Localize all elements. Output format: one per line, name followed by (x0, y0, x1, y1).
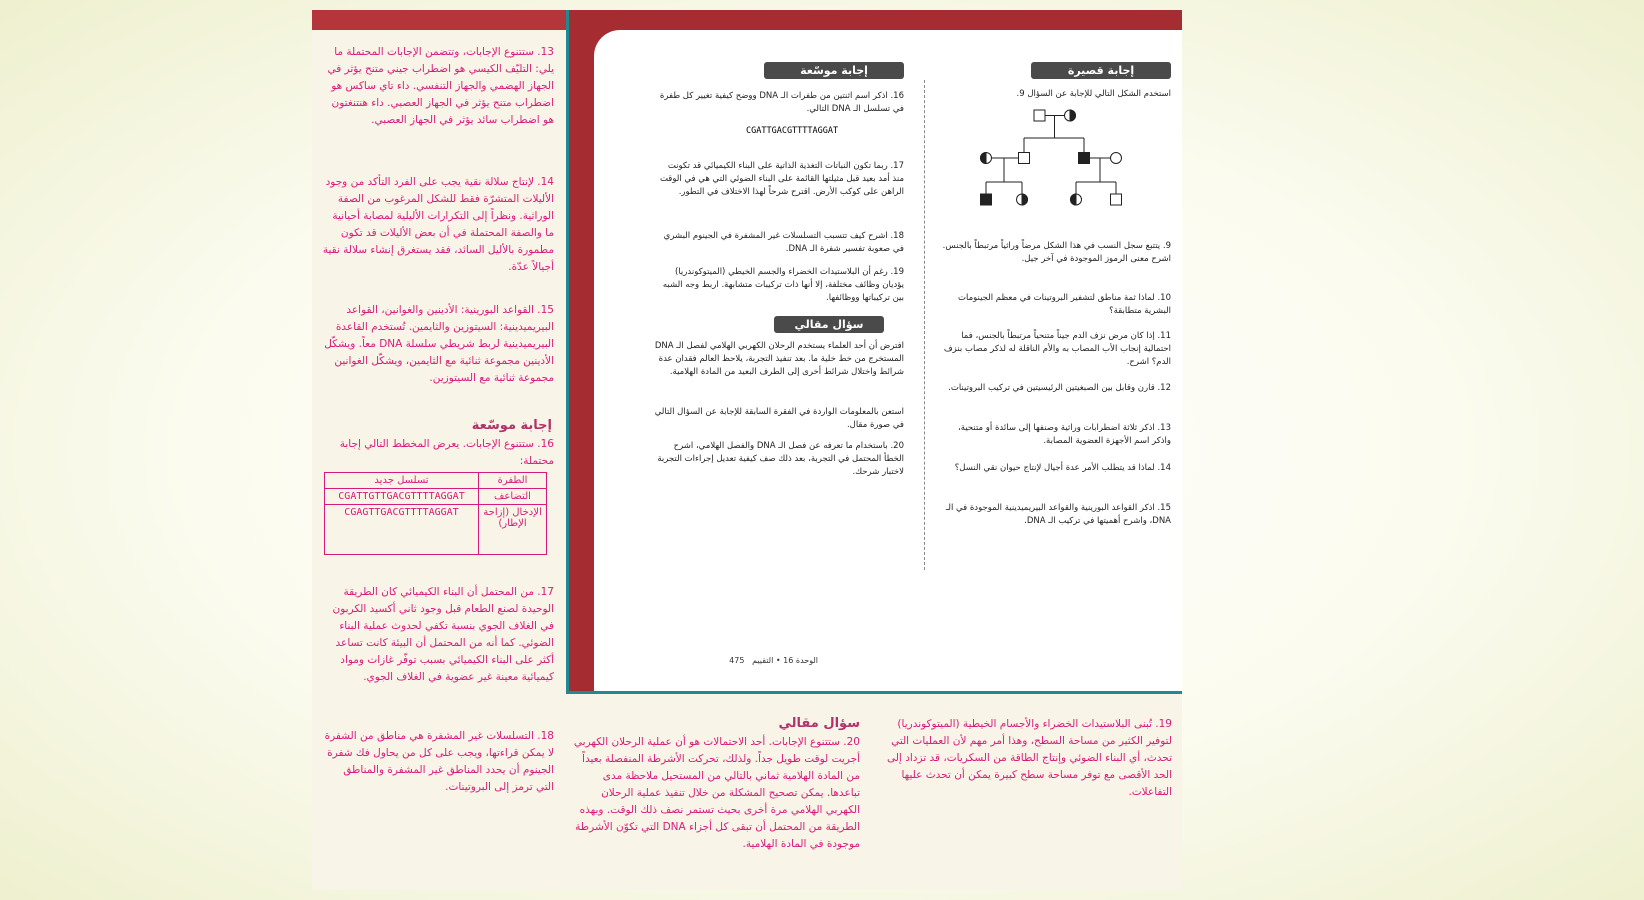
pedigree-intro: استخدم الشكل التالي للإجابة عن السؤال 9. (1016, 89, 1171, 99)
table-cell-sequence: CGAGTTGACGTTTTAGGAT (325, 505, 479, 555)
table-cell-mutation: التضاعف (479, 489, 547, 505)
question-19: 19. رغم أن البلاستيدات الخضراء والجسم الخيطي (الميتوكوندريا) يؤديان وظائف مختلفة، إلا أنها ذات تركيبات متشابهة. اربط وجه الشبه بين تركيباتها ووظائفها. (662, 267, 904, 303)
answer-13: 13. ستتنوع الإجابات، وتتضمن الإجابات المحتملة ما يلي: التليّف الكيسي هو اضطراب جيني متنح يؤثر في الجهاز الهضمي والجهاز التنفسي. داء تاي ساكس هو اضطراب متنح يؤثر في الجهاز العصبي. داء هنتنغتون هو اضطراب سائد يؤثر في الجهاز العصبي. (327, 46, 554, 126)
page-footer-text: الوحدة 16 • التقييم (752, 656, 818, 665)
question-11: 11. إذا كان مرض نزف الدم جيناً متنحياً مرتبطاً بالجنس، فما احتمالية إنجاب الأب المصاب به والأم الناقلة له لذكر مصاب بنزف الدم؟ اشرح. (943, 331, 1171, 367)
page-footer (618, 656, 818, 665)
essay-heading: سؤال مقالي (774, 316, 884, 333)
answer-15: 15. القواعد البورينية: الأدينين والغوانين، القواعد البيريميدينية: السيتوزين والثايمين. تُستخدم القاعدة البيريميدينية لربط شريطي سلسلة DNA معاً. ويشكّل الأدينين مجموعة ثنائية مع الثايمين، ويشكّل الغوانين مجموعة ثنائية مع السيتوزين. (324, 304, 554, 384)
answer-19: 19. تُبنى البلاستيدات الخضراء والأجسام الخيطية (الميتوكوندريا) لتوفير الكثير من مساحة السطح، وهذا أمر مهم لأن العمليات التي تحدث، أي البناء الضوئي وإنتاج الطاقة من السكريات، قد تزداد إلى الحد الأقصى مع توفر مساحة سطح كبيرة يمكن أن تحدث عليها التفاعلات. (886, 718, 1172, 798)
extended-answer-heading: إجابة موسّعة (764, 62, 904, 79)
dna-sequence: CGATTGACGTTTTAGGAT (746, 126, 839, 136)
question-20: 20. باستخدام ما تعرفه عن فصل الـ DNA والفصل الهلامي، اشرح الخطأ المحتمل في التجربة، بعد ذلك صف كيفية تعديل إجراءات التجربة لاختبار شرحك. (657, 441, 904, 477)
answer-16: 16. ستتنوع الإجابات. يعرض المخطط التالي إجابة محتملة: (339, 438, 554, 467)
page-number: 475 (729, 656, 745, 665)
table-cell-sequence: CGATTGTTGACGTTTTAGGAT (325, 489, 479, 505)
table-cell-mutation: الإدخال (إزاحة الإطار) (479, 505, 547, 555)
question-13: 13. اذكر ثلاثة اضطرابات وراثية وصنفها إلى سائدة أو متنحية، واذكر اسم الأجهزة العضوية المصابة. (958, 423, 1171, 446)
extended-answer-key-heading: إجابة موسّعة (471, 418, 552, 433)
textbook-page-frame (566, 10, 1182, 694)
mutation-table (324, 472, 547, 555)
column-divider (924, 80, 925, 570)
answer-17: 17. من المحتمل أن البناء الكيميائي كان الطريقة الوحيدة لصنع الطعام قبل وجود ثاني أكسيد الكربون في الغلاف الجوي بنسبة تكفي لحدوث عملية البناء الضوئي. كما أنه من المحتمل أن البيئة كانت تساعد أكثر على البناء الكيميائي بسبب توفّر غازات ومواد كيميائية معينة غير عضوية في الغلاف الجوي. (332, 586, 554, 683)
pedigree-chart (966, 102, 1156, 234)
question-14: 14. لماذا قد يتطلب الأمر عدة أجيال لإنتاج حيوان نقي النسل؟ (954, 463, 1171, 473)
essay-instruction: استعن بالمعلومات الواردة في الفقرة السابقة للإجابة عن السؤال التالي في صورة مقال. (654, 407, 904, 430)
textbook-page (594, 30, 1182, 691)
question-15: 15. اذكر القواعد البورينية والقواعد البيريميدينية الموجودة في الـ DNA، واشرح أهميتها في تركيب الـ DNA. (945, 503, 1171, 526)
answer-20: 20. ستتنوع الإجابات. أحد الاحتمالات هو أن عملية الرحلان الكهربي أجريت لوقت طويل جداً. ولذلك، تحركت الأشرطة المنفصلة بعيداً من المادة الهلامية ثماني بالتالي من المستحيل ملاحظة مدى تباعدها. يمكن تصحيح المشكلة من خلال تنفيذ عملية الرحلان الكهربي الهلامي مرة أخرى بحيث تستمر نصف ذلك الوقت. وبهذه الطريقة من المحتمل أن تبقى كل أجزاء DNA التي تكوّن الأشرطة موجودة في المادة الهلامية. (573, 736, 860, 850)
question-10: 10. لماذا ثمة مناطق لتشفير البروتينات في معظم الجينومات البشرية متطابقة؟ (957, 293, 1171, 316)
table-header-sequence: تسلسل جديد (325, 473, 479, 489)
question-9: 9. يتتبع سجل النسب في هذا الشكل مرضاً وراثياً مرتبطاً بالجنس. اشرح معنى الرموز الموجودة في آخر جيل. (942, 241, 1171, 264)
table-row (325, 505, 547, 555)
question-17: 17. ربما تكون النباتات التغذية الذاتية على البناء الكيميائي قد تكونت منذ أمد بعيد قبل مثيلتها القائمة على البناء الضوئي التي هي في الوقت الراهن على كوكب الأرض. اقترح شرحاً لهذا الاختلاف في التطور. (659, 161, 904, 197)
answer-14: 14. لإنتاج سلالة نقية يجب على الفرد التأكد من وجود الأليلات المتشرّة فقط للشكل المرغوب من الصفة الوراثية. ونظراً إلى التكرارات الأليلية لمصابة أحيانية ما والصفة المحتملة في أن بعض الأليلات قد تكون مطمورة بالأليل السائد، فقد يستغرق إنشاء سلالة نقية أجيالاً عدّة. (322, 176, 554, 273)
table-header-mutation: الطفرة (479, 473, 547, 489)
answer-18: 18. التسلسلات غير المشفرة هي مناطق من الشفرة لا يمكن قراءتها، ويجب على كل من يحاول فك شفرة الجينوم أن يحدد المناطق غير المشفرة والمناطق التي ترمز إلى البروتينات. (324, 730, 554, 793)
table-row (325, 489, 547, 505)
question-18: 18. اشرح كيف تتسبب التسلسلات غير المشفرة في الجينوم البشري في صعوبة تفسير شفرة الـ DNA. (663, 231, 904, 254)
short-answer-heading: إجابة قصيرة (1031, 62, 1171, 79)
essay-key-heading: سؤال مقالي (778, 716, 860, 731)
question-16: 16. اذكر اسم اثنتين من طفرات الـ DNA ووضح كيفية تغيير كل طفرة في تسلسل الـ DNA التالي. (659, 91, 904, 114)
question-12: 12. قارن وقابل بين الصبغيتين الرئيسيتين في تركيب البروتينات. (948, 383, 1171, 393)
table-header-row (325, 473, 547, 489)
essay-text: افترض أن أحد العلماء يستخدم الرحلان الكهربي الهلامي لفصل الـ DNA المستخرج من خط خلية ما. بعد تنفيذ التجربة، يلاحظ العالم فقدان عدة شرائط واختلال شرائط أخرى إلى الطرف البعيد من المادة الهلامية. (654, 341, 904, 377)
